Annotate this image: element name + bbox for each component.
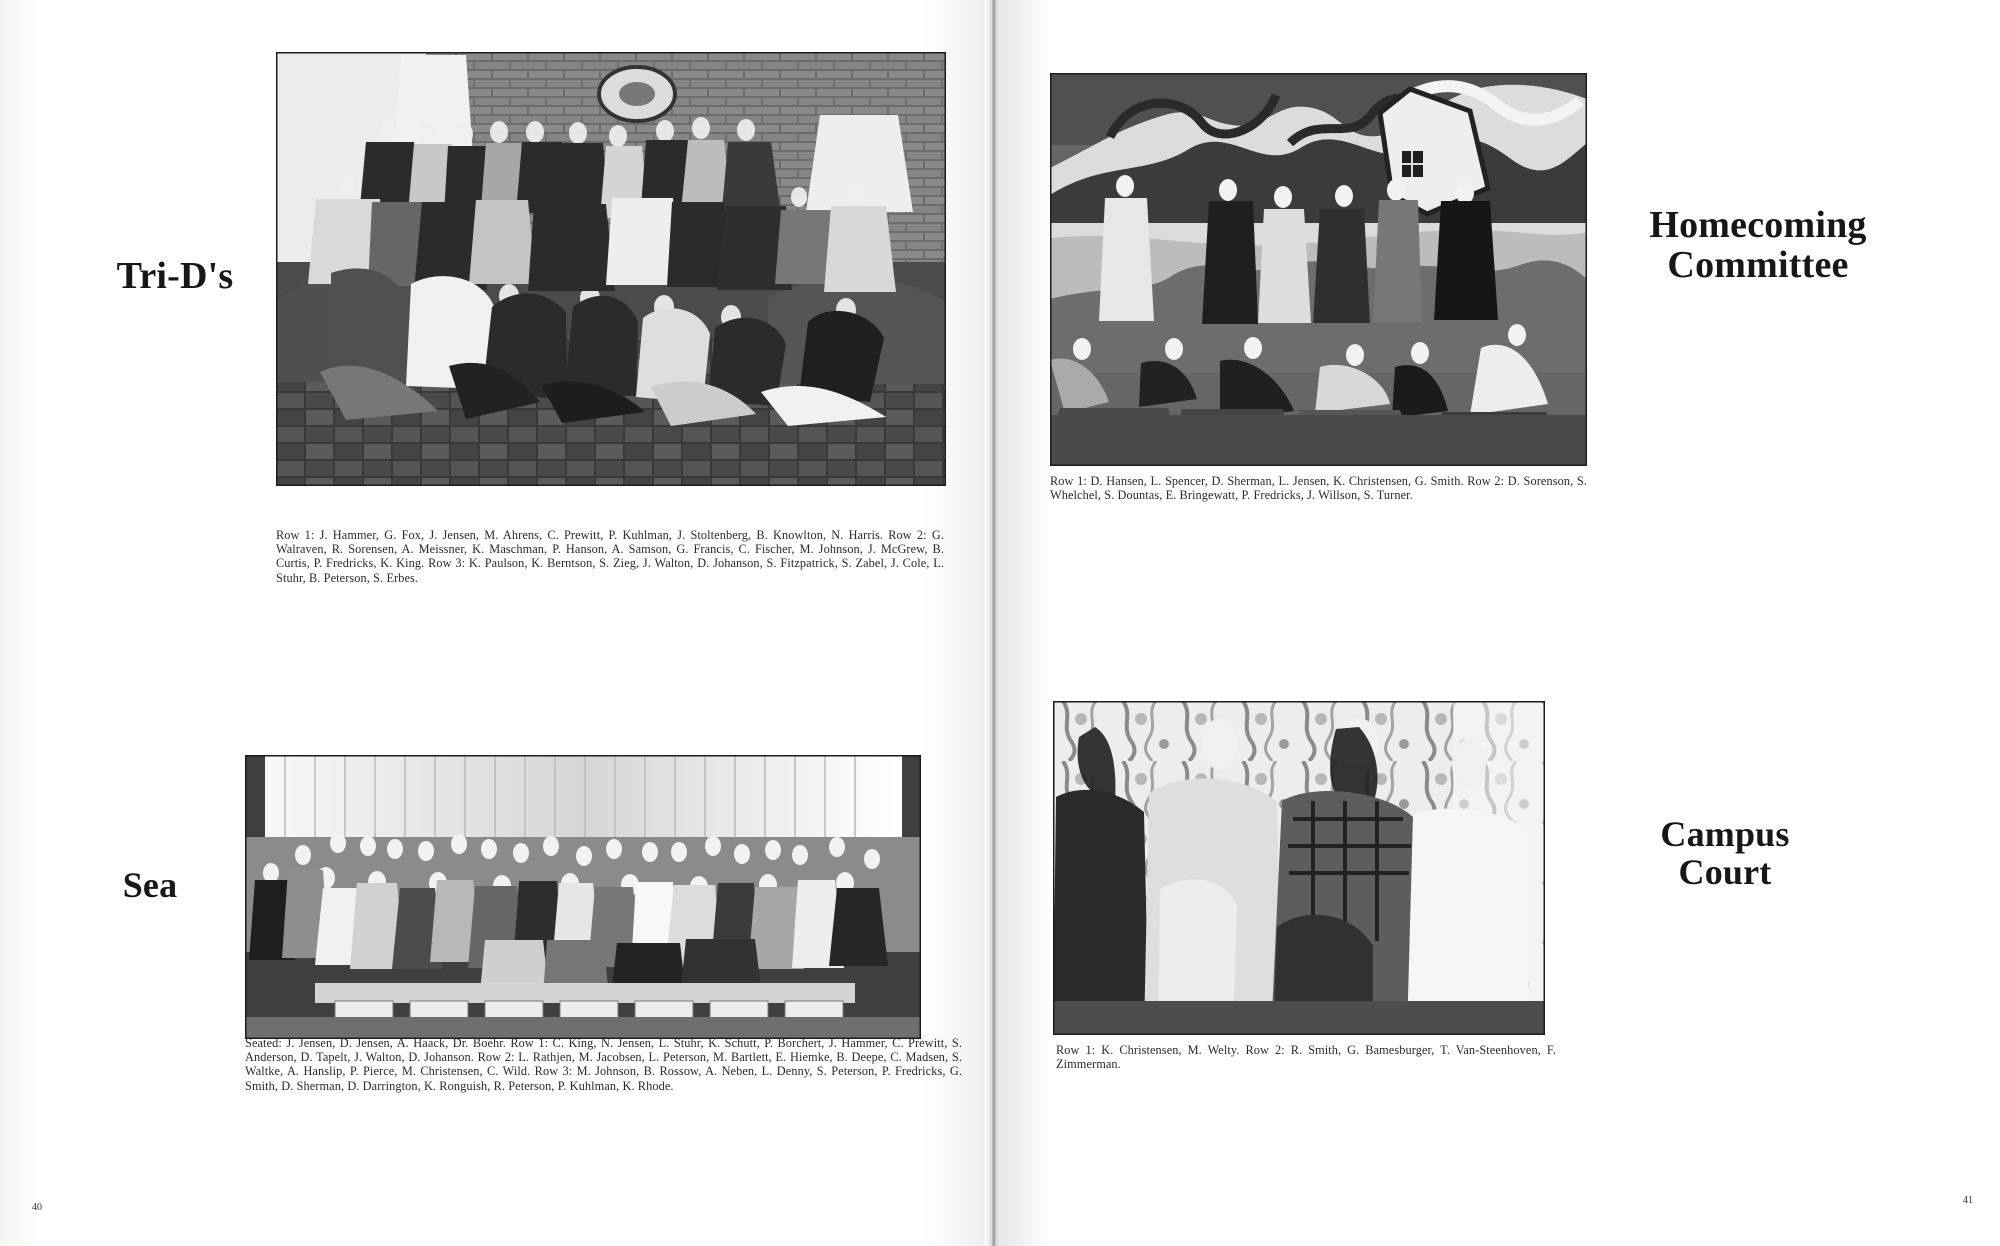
- homecoming-title-line-2: Committee: [1667, 243, 1849, 286]
- sea-group-photo: [245, 755, 921, 1039]
- campus-court-caption: Row 1: K. Christensen, M. Welty. Row 2: R. Smith, G. Bamesburger, T. Van-Steenhoven, F. Zimmerman.: [1056, 1043, 1556, 1072]
- tri-ds-group-photo: [276, 52, 946, 486]
- sea-title: [95, 867, 205, 905]
- tri-ds-photo-illustration: [276, 52, 946, 486]
- page-number-left: 40: [32, 1202, 42, 1213]
- homecoming-committee-title: [1620, 206, 1896, 286]
- tri-ds-caption: Row 1: J. Hammer, G. Fox, J. Jensen, M. Ahrens, C. Prewitt, P. Kuhlman, J. Stoltenberg, B. Knowlton, N. Harris. Row 2: G. Walraven, R. Sorensen, A. Meissner, K. Maschman, P. Hanson, A. Samson, G. Francis, C. Fischer, M. Johnson, J. McGrew, B. Curtis, P. Fredricks, K. King. Row 3: K. Paulson, K. Berntson, S. Zieg, J. Walton, D. Johanson, S. Fitzpatrick, S. Zabel, J. Cole, L. Stuhr, B. Peterson, S. Erbes.: [276, 528, 944, 585]
- left-page: [0, 0, 990, 1246]
- campus-title-line-1: Campus: [1660, 814, 1790, 854]
- sea-photo-illustration: [245, 755, 921, 1039]
- campus-court-title: [1625, 816, 1825, 892]
- sea-title-line: Sea: [122, 865, 178, 905]
- homecoming-title-line-1: Homecoming: [1649, 204, 1867, 246]
- right-page: [1000, 0, 2000, 1246]
- homecoming-committee-caption: Row 1: D. Hansen, L. Spencer, D. Sherman, L. Jensen, K. Christensen, G. Smith. Row 2: D. Sorenson, S. Whelchel, S. Dountas, E. Bringewatt, P. Fredricks, J. Willson, S. Turner.: [1050, 474, 1587, 503]
- page-number-right: 41: [1963, 1195, 1973, 1206]
- campus-title-line-2: Court: [1678, 851, 1772, 892]
- homecoming-photo-illustration: [1050, 73, 1587, 466]
- campus-photo-illustration: [1053, 701, 1545, 1035]
- sea-caption: Seated: J. Jensen, D. Jensen, A. Haack, Dr. Boehr. Row 1: C. King, N. Jensen, L. Stuhr, K. Schutt, P. Borchert, J. Hammer, C. Prewitt, S. Anderson, D. Tapelt, J. Walton, D. Johanson. Row 2: L. Rathjen, M. Jacobsen, L. Peterson, M. Bartlett, E. Hiemke, B. Deepe, C. Madsen, S. Waltke, A. Hanslip, P. Pierce, M. Christensen, C. Wild. Row 3: M. Johnson, B. Rossow, A. Neben, L. Denny, S. Peterson, P. Fredricks, G. Smith, D. Sherman, D. Darrington, K. Ronguish, R. Peterson, P. Kuhlman, K. Rhode.: [245, 1036, 962, 1093]
- tri-ds-title: [95, 257, 255, 297]
- tri-ds-title-line: Tri-D's: [116, 255, 234, 297]
- campus-court-photo: [1053, 701, 1545, 1035]
- homecoming-committee-photo: [1050, 73, 1587, 466]
